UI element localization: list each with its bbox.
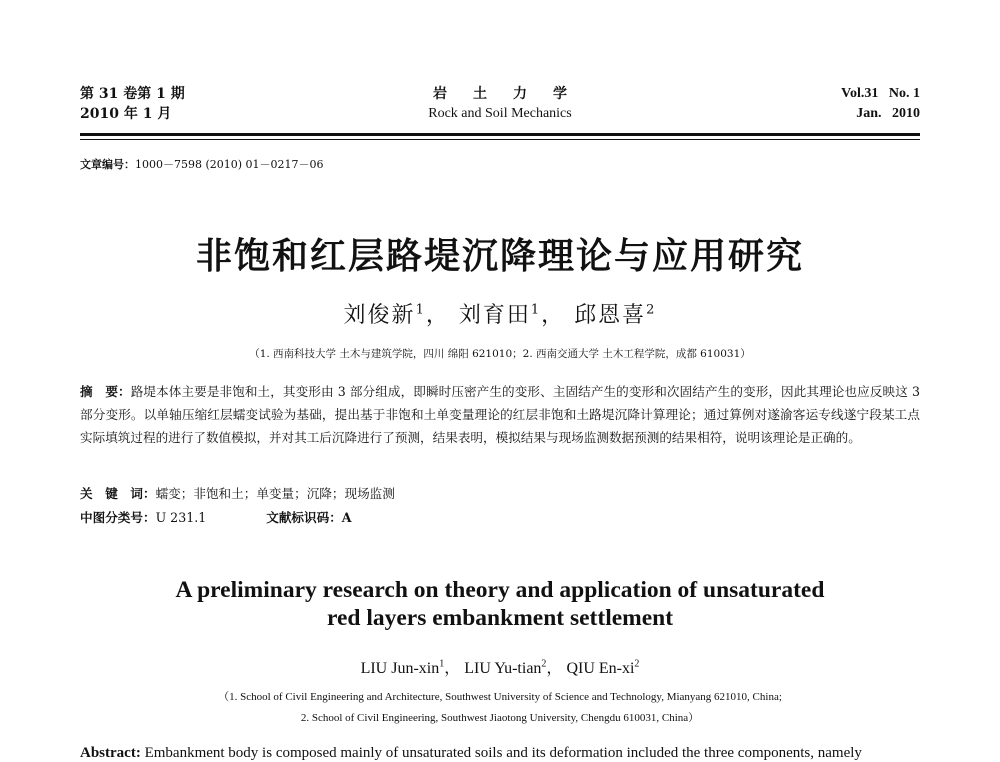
doc-code-label: 文献标识码： [266, 510, 342, 525]
journal-name-block [300, 84, 700, 124]
header-rule-thick [80, 133, 920, 136]
date-cn: 2010 年 1 月 [80, 106, 172, 122]
doc-code-value: A [341, 510, 352, 525]
journal-name-cn: 岩土力学 [433, 86, 593, 102]
affiliation-en-line2: 2. School of Civil Engineering, Southwest Jiaotong University, Chengdu 610031, China） [300, 712, 700, 724]
author-name: 刘育田 [458, 303, 531, 328]
author-name: LIU Yu-tian [464, 660, 542, 677]
classification-cn [80, 508, 352, 528]
author-name: LIU Jun-xin [360, 660, 440, 677]
date-en: Jan. 2010 [856, 106, 920, 121]
author-sup: 1 [415, 302, 426, 318]
keywords-cn [80, 484, 395, 504]
author-sup: 1 [530, 302, 542, 318]
author-name: QIU En-xi [566, 660, 635, 677]
volume-en: Vol.31 No. 1 [841, 86, 920, 101]
clc-label: 中图分类号： [80, 510, 156, 525]
author-sup: 2 [541, 658, 547, 670]
paper-title-cn: 非饱和红层路堤沉降理论与应用研究 [195, 236, 804, 277]
affiliation-cn: （1. 西南科技大学 土木与建筑学院，四川 绵阳 621010；2. 西南交通大学 土木工程学院，成都 610031） [249, 348, 751, 360]
journal-name-en: Rock and Soil Mechanics [428, 106, 572, 121]
author-sup: 2 [646, 302, 657, 318]
authors-en: LIU Jun-xin$^1$， LIU Yu-tian$^2$， QIU $En-xi^2$ [360, 658, 640, 677]
author-sup: 2 [634, 658, 640, 670]
abstract-en-text: Embankment body is composed mainly of unsaturated soils and its deformation included the three components, namely [144, 745, 862, 761]
paper-title-en [0, 576, 1000, 632]
abstract-en-label: Abstract: [80, 745, 141, 761]
issue-cn: 第 31 卷第 1 期 [80, 86, 185, 102]
author-name: 刘俊新 [343, 303, 416, 328]
header-rule-thin [80, 139, 920, 140]
abstract-en [80, 745, 920, 762]
volume-block [841, 84, 920, 124]
clc-value: U 231.1 [155, 510, 207, 525]
author-sup: 1 [439, 658, 445, 670]
keywords-cn-label: 关 键 词： [80, 486, 156, 501]
abstract-cn-text: 路堤本体主要是非饱和土，其变形由 3 部分组成，即瞬时压密产生的变形、主固结产生的变形和次固结产生的变形，因此其理论也应反映这 3 部分变形。以单轴压缩红层蠕变试验为基础，提出基于非饱和土单变量理论的红层非饱和土路堤沉降计算理论；通过算例对遂渝客运专线遂宁段某工点实际填筑过程的进行了数值模拟，并对其工后沉降进行了预测，结果表明，模拟结果与现场监测数据预测的结果相符，说明该理论是正确的。 [80, 384, 920, 445]
paper-title-en-line1: A preliminary research on theory and application of unsaturated [175, 577, 825, 603]
abstract-cn [80, 380, 920, 449]
journal-issue-block [80, 84, 185, 124]
article-number-label: 文章编号： [80, 158, 135, 171]
affiliation-en-line1: （1. School of Civil Engineering and Architecture, Southwest University of Science and Technology, Mianyang 621010, China; [218, 691, 782, 703]
authors-cn: 刘俊新$^1$， 刘育田$^1$， 邱恩喜$^2$ [343, 302, 657, 328]
author-name: 邱恩喜 [574, 303, 647, 328]
article-number [80, 156, 324, 172]
article-number-value: 1000－7598 (2010) 01－0217－06 [135, 158, 324, 171]
paper-title-en-line2: red layers embankment settlement [326, 605, 674, 631]
abstract-cn-label: 摘 要： [80, 384, 131, 399]
keywords-cn-text: 蠕变；非饱和土；单变量；沉降；现场监测 [155, 486, 395, 501]
